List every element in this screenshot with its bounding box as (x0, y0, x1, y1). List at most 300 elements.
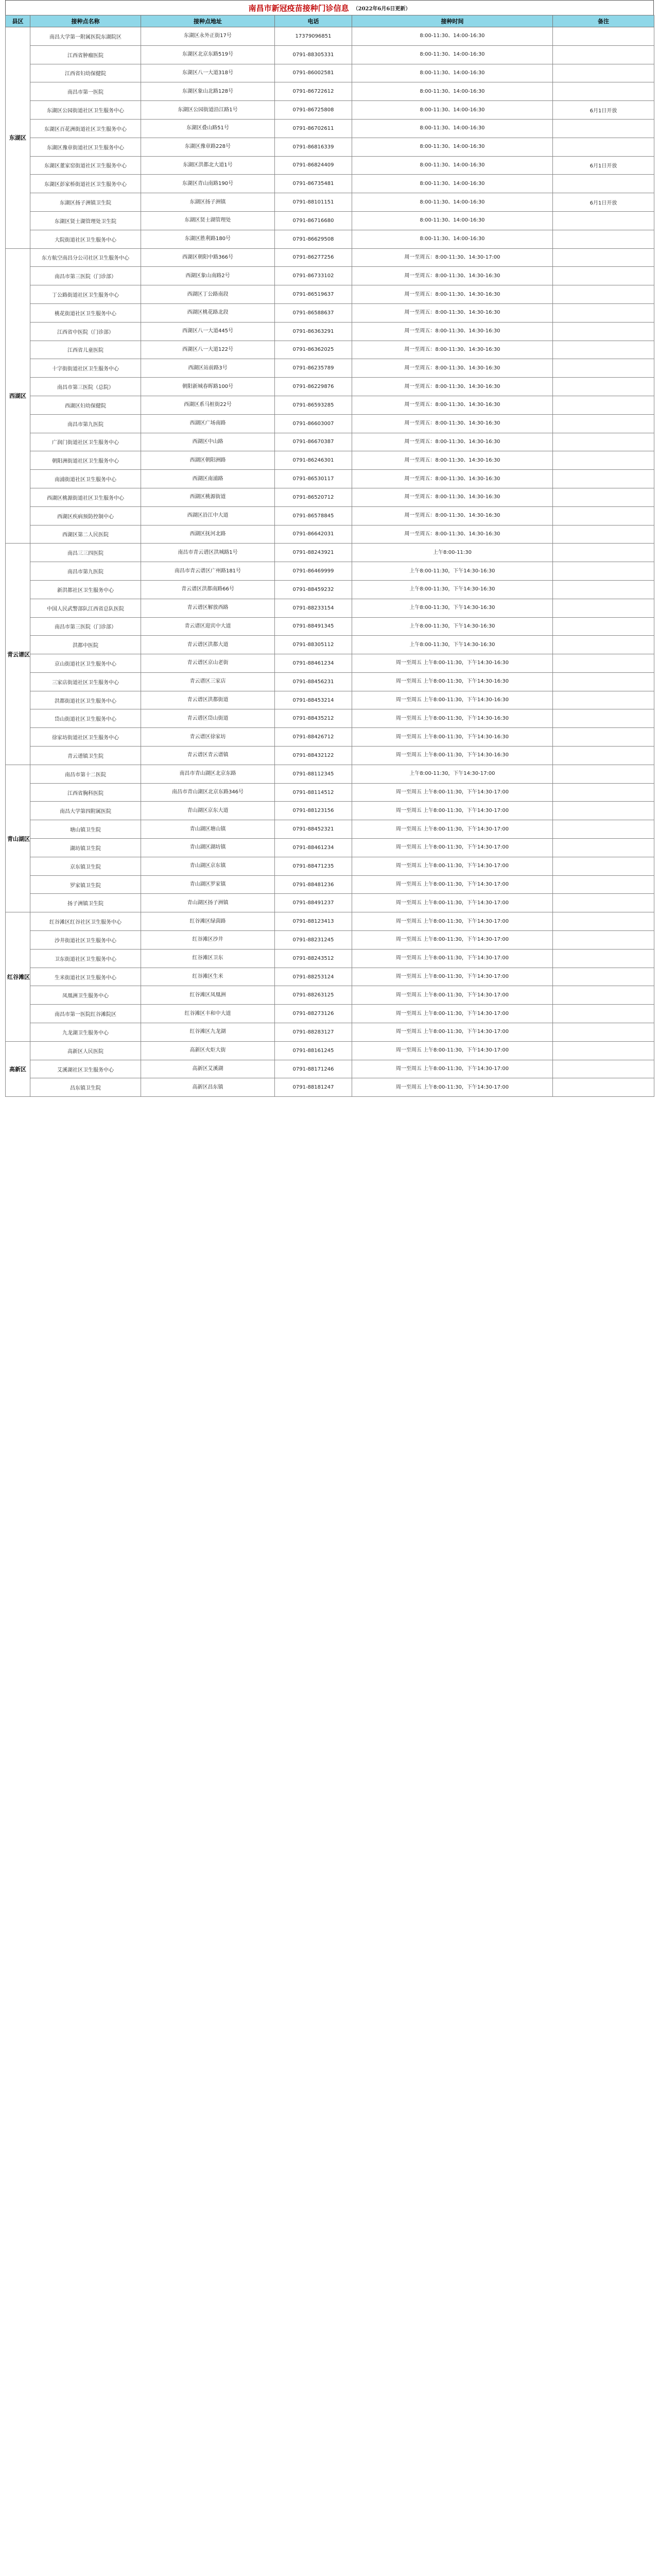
clinic-note-cell (553, 285, 654, 304)
clinic-note-cell (553, 747, 654, 765)
clinic-name-cell: 京东镇卫生院 (30, 857, 141, 875)
clinic-name-cell: 新洪都社区卫生服务中心 (30, 580, 141, 599)
clinic-phone-cell: 0791-88233154 (275, 599, 352, 617)
clinic-hours-cell: 周一至周五 上午8:00-11:30，下午14:30-17:00 (352, 1078, 553, 1097)
clinic-address-cell: 西湖区八一大道445号 (141, 322, 275, 341)
clinic-phone-cell: 0791-86519637 (275, 285, 352, 304)
clinic-phone-cell: 0791-88461234 (275, 654, 352, 673)
clinic-address-cell: 青云谱区青云谱镇 (141, 747, 275, 765)
clinic-address-cell: 红谷滩区丰和中大道 (141, 1005, 275, 1023)
clinic-phone-cell: 0791-86588637 (275, 303, 352, 322)
table-row (6, 802, 654, 820)
table-row (6, 1041, 654, 1060)
clinic-hours-cell: 周一至周五 上午8:00-11:30，下午14:30-17:00 (352, 1041, 553, 1060)
clinic-address-cell: 青山湖区京东镇 (141, 857, 275, 875)
clinic-note-cell (553, 82, 654, 101)
clinic-hours-cell: 上午8:00-11:30，下午14:30-17:00 (352, 765, 553, 783)
clinic-phone-cell: 0791-86229876 (275, 378, 352, 396)
clinic-phone-cell: 0791-88453214 (275, 691, 352, 709)
clinic-note-cell: 6月1日开放 (553, 101, 654, 120)
clinic-address-cell: 青云谱区三家店 (141, 672, 275, 691)
clinic-address-cell: 西湖区广场南路 (141, 414, 275, 433)
clinic-hours-cell: 上午8:00-11:30，下午14:30-16:30 (352, 636, 553, 654)
table-row (6, 617, 654, 636)
clinic-hours-cell: 周一至周五 上午8:00-11:30，下午14:30-16:30 (352, 672, 553, 691)
clinic-phone-cell: 0791-88491345 (275, 617, 352, 636)
clinic-name-cell: 艾溪湖社区卫生服务中心 (30, 1060, 141, 1078)
clinic-name-cell: 东湖区豫章街道社区卫生服务中心 (30, 138, 141, 156)
clinic-phone-cell: 0791-86469999 (275, 562, 352, 581)
clinic-hours-cell: 周一至周五 上午8:00-11:30，下午14:30-17:00 (352, 783, 553, 802)
clinic-name-cell: 江西省中医院（门诊部） (30, 322, 141, 341)
table-row (6, 525, 654, 544)
table-row (6, 193, 654, 212)
clinic-address-cell: 东湖区青山南路190号 (141, 175, 275, 193)
clinic-address-cell: 东湖区永外正街17号 (141, 27, 275, 46)
table-row (6, 894, 654, 912)
clinic-note-cell (553, 617, 654, 636)
clinic-address-cell: 西湖区抚河北路 (141, 525, 275, 544)
clinic-note-cell (553, 986, 654, 1005)
clinic-address-cell: 东湖区叠山路51号 (141, 119, 275, 138)
district-cell: 东湖区 (6, 27, 30, 249)
clinic-note-cell (553, 322, 654, 341)
table-row (6, 599, 654, 617)
clinic-name-cell: 朝阳洲街道社区卫生服务中心 (30, 451, 141, 470)
clinic-note-cell (553, 580, 654, 599)
clinic-note-cell (553, 968, 654, 986)
clinic-note-cell (553, 544, 654, 562)
clinic-phone-cell: 0791-88114512 (275, 783, 352, 802)
clinic-hours-cell: 8:00-11:30、14:00-16:30 (352, 230, 553, 248)
clinic-note-cell (553, 45, 654, 64)
clinic-hours-cell: 8:00-11:30、14:00-16:30 (352, 64, 553, 82)
clinic-phone-cell: 0791-86002581 (275, 64, 352, 82)
clinic-name-cell: 东湖区贤士湖管理处卫生院 (30, 211, 141, 230)
clinic-hours-cell: 周一至周五：8:00-11:30、14:30-16:30 (352, 525, 553, 544)
table-row (6, 230, 654, 248)
table-row (6, 470, 654, 488)
clinic-note-cell (553, 1078, 654, 1097)
clinic-phone-cell: 0791-86530117 (275, 470, 352, 488)
clinic-address-cell: 红谷滩区九龙湖 (141, 1023, 275, 1042)
clinic-hours-cell: 8:00-11:30、14:00-16:30 (352, 119, 553, 138)
clinic-name-cell: 昌东镇卫生院 (30, 1078, 141, 1097)
clinic-phone-cell: 0791-88243921 (275, 544, 352, 562)
clinic-address-cell: 南昌市青云谱区广州路181号 (141, 562, 275, 581)
clinic-name-cell: 卫东街道社区卫生服务中心 (30, 949, 141, 968)
clinic-note-cell (553, 765, 654, 783)
clinic-note-cell (553, 691, 654, 709)
clinic-hours-cell: 周一至周五 上午8:00-11:30，下午14:30-17:00 (352, 839, 553, 857)
clinic-phone-cell: 0791-86362025 (275, 341, 352, 359)
clinic-hours-cell: 周一至周五 上午8:00-11:30，下午14:30-16:30 (352, 691, 553, 709)
clinic-address-cell: 西湖区站前路3号 (141, 359, 275, 378)
clinic-note-cell (553, 949, 654, 968)
table-row (6, 506, 654, 525)
table-row (6, 396, 654, 414)
clinic-note-cell (553, 525, 654, 544)
clinic-phone-cell: 0791-86722612 (275, 82, 352, 101)
district-cell: 青山湖区 (6, 765, 30, 912)
clinic-note-cell (553, 211, 654, 230)
clinic-address-cell: 南昌市青山湖区北京东路 (141, 765, 275, 783)
table-row (6, 986, 654, 1005)
clinic-address-cell: 青云谱区徐家坊 (141, 728, 275, 747)
clinic-name-cell: 徐家坊街道社区卫生服务中心 (30, 728, 141, 747)
clinic-hours-cell: 8:00-11:30、14:00-16:30 (352, 82, 553, 101)
clinic-address-cell: 西湖区中山路 (141, 433, 275, 451)
table-row (6, 1060, 654, 1078)
clinic-phone-cell: 0791-88112345 (275, 765, 352, 783)
district-cell: 高新区 (6, 1041, 30, 1096)
clinic-note-cell (553, 470, 654, 488)
clinic-note-cell (553, 912, 654, 931)
table-row (6, 1078, 654, 1097)
clinic-address-cell: 青云谱区京山老街 (141, 654, 275, 673)
clinic-note-cell (553, 857, 654, 875)
table-row (6, 488, 654, 506)
clinic-name-cell: 江西省肿瘤医院 (30, 45, 141, 64)
table-row (6, 691, 654, 709)
clinic-note-cell (553, 802, 654, 820)
clinic-address-cell: 东湖区公园街道沿江路1号 (141, 101, 275, 120)
clinic-note-cell (553, 728, 654, 747)
clinic-address-cell: 西湖区系马桩街22号 (141, 396, 275, 414)
clinic-note-cell (553, 433, 654, 451)
clinic-note-cell (553, 451, 654, 470)
clinic-hours-cell: 上午8:00-11:30，下午14:30-16:30 (352, 617, 553, 636)
clinic-hours-cell: 周一至周五 上午8:00-11:30，下午14:30-17:00 (352, 894, 553, 912)
table-row (6, 968, 654, 986)
header-name: 接种点名称 (30, 15, 141, 27)
table-row (6, 285, 654, 304)
clinic-address-cell: 西湖区南浦路 (141, 470, 275, 488)
clinic-note-cell (553, 931, 654, 950)
clinic-hours-cell: 周一至周五 上午8:00-11:30，下午14:30-16:30 (352, 654, 553, 673)
clinic-note-cell (553, 248, 654, 267)
clinic-hours-cell: 周一至周五 上午8:00-11:30，下午14:30-17:00 (352, 820, 553, 839)
clinic-hours-cell: 8:00-11:30、14:00-16:30 (352, 138, 553, 156)
clinic-hours-cell: 周一至周五 上午8:00-11:30，下午14:30-17:00 (352, 986, 553, 1005)
clinic-hours-cell: 周一至周五 上午8:00-11:30，下午14:30-17:00 (352, 875, 553, 894)
clinic-name-cell: 江西省妇幼保健院 (30, 64, 141, 82)
clinic-address-cell: 青云谱区迎宾中大道 (141, 617, 275, 636)
clinic-address-cell: 高新区火炬大街 (141, 1041, 275, 1060)
clinic-name-cell: 生米街道社区卫生服务中心 (30, 968, 141, 986)
clinic-note-cell (553, 119, 654, 138)
table-row (6, 728, 654, 747)
clinic-name-cell: 南昌市第一医院 (30, 82, 141, 101)
table-row (6, 267, 654, 285)
clinic-note-cell (553, 359, 654, 378)
clinic-hours-cell: 上午8:00-11:30，下午14:30-16:30 (352, 599, 553, 617)
clinic-phone-cell: 0791-86702611 (275, 119, 352, 138)
clinic-phone-cell: 0791-88456231 (275, 672, 352, 691)
clinic-address-cell: 东湖区北京东路519号 (141, 45, 275, 64)
clinic-hours-cell: 8:00-11:30、14:00-16:30 (352, 156, 553, 175)
table-row (6, 45, 654, 64)
clinic-name-cell: 沙井街道社区卫生服务中心 (30, 931, 141, 950)
clinic-note-cell (553, 1005, 654, 1023)
table-row (6, 765, 654, 783)
clinic-address-cell: 东湖区八一大道318号 (141, 64, 275, 82)
clinic-phone-cell: 0791-88461234 (275, 839, 352, 857)
clinic-address-cell: 东湖区扬子洲镇 (141, 193, 275, 212)
clinic-name-cell: 南昌大学第四附属医院 (30, 802, 141, 820)
clinic-phone-cell: 0791-88435212 (275, 709, 352, 728)
clinic-name-cell: 西湖区妇幼保健院 (30, 396, 141, 414)
clinic-name-cell: 高新区人民医院 (30, 1041, 141, 1060)
clinic-hours-cell: 周一至周五 上午8:00-11:30，下午14:30-17:00 (352, 912, 553, 931)
clinic-address-cell: 西湖区朝阳洲路 (141, 451, 275, 470)
clinic-hours-cell: 8:00-11:30、14:00-16:30 (352, 193, 553, 212)
clinic-hours-cell: 周一至周五：8:00-11:30、14:30-16:30 (352, 267, 553, 285)
clinic-hours-cell: 周一至周五 上午8:00-11:30，下午14:30-17:00 (352, 968, 553, 986)
table-row (6, 544, 654, 562)
clinic-note-cell (553, 396, 654, 414)
header-phone: 电话 (275, 15, 352, 27)
clinic-note-cell (553, 1060, 654, 1078)
page-title-text: 南昌市新冠疫苗接种门诊信息 (248, 3, 349, 13)
clinic-hours-cell: 周一至周五：8:00-11:30、14:30-16:30 (352, 341, 553, 359)
table-row (6, 636, 654, 654)
clinic-name-cell: 扬子洲镇卫生院 (30, 894, 141, 912)
clinic-name-cell: 西湖区桃源街道社区卫生服务中心 (30, 488, 141, 506)
table-row (6, 248, 654, 267)
clinic-name-cell: 十字街街道社区卫生服务中心 (30, 359, 141, 378)
clinic-name-cell: 洪都街道社区卫生服务中心 (30, 691, 141, 709)
table-row (6, 654, 654, 673)
page-title (5, 0, 654, 15)
clinic-note-cell (553, 672, 654, 691)
clinic-phone-cell: 0791-88491237 (275, 894, 352, 912)
clinic-address-cell: 青云谱区洪都街道 (141, 691, 275, 709)
clinic-note-cell (553, 27, 654, 46)
district-cell: 红谷滩区 (6, 912, 30, 1042)
clinic-name-cell: 洪都中医院 (30, 636, 141, 654)
clinic-phone-cell: 0791-86246301 (275, 451, 352, 470)
clinic-address-cell: 东湖区贤士湖管理处 (141, 211, 275, 230)
table-row (6, 875, 654, 894)
clinic-hours-cell: 周一至周五：8:00-11:30、14:30-16:30 (352, 433, 553, 451)
clinic-hours-cell: 8:00-11:30、14:00-16:30 (352, 175, 553, 193)
clinic-name-cell: 中国人民武警部队江西省总队医院 (30, 599, 141, 617)
clinic-phone-cell: 0791-86733102 (275, 267, 352, 285)
clinic-phone-cell: 0791-86824409 (275, 156, 352, 175)
clinic-phone-cell: 0791-88452321 (275, 820, 352, 839)
clinic-note-cell (553, 894, 654, 912)
clinic-name-cell: 南昌市第三医院（总院） (30, 378, 141, 396)
table-body (6, 27, 654, 1097)
clinic-address-cell: 西湖区沿江中大道 (141, 506, 275, 525)
clinic-address-cell: 东湖区豫章路228号 (141, 138, 275, 156)
table-row (6, 839, 654, 857)
clinic-address-cell: 高新区昌东镇 (141, 1078, 275, 1097)
clinic-hours-cell: 周一至周五：8:00-11:30、14:30-16:30 (352, 470, 553, 488)
clinic-name-cell: 东湖区扬子洲镇卫生院 (30, 193, 141, 212)
clinic-hours-cell: 周一至周五 上午8:00-11:30，下午14:30-17:00 (352, 857, 553, 875)
clinic-phone-cell: 0791-86816339 (275, 138, 352, 156)
clinic-hours-cell: 上午8:00-11:30 (352, 544, 553, 562)
table-row (6, 857, 654, 875)
clinic-name-cell: 大院街道社区卫生服务中心 (30, 230, 141, 248)
header-note: 备注 (553, 15, 654, 27)
table-header-row (6, 15, 654, 27)
clinic-hours-cell: 8:00-11:30、14:00-16:30 (352, 27, 553, 46)
clinic-phone-cell: 0791-86603007 (275, 414, 352, 433)
clinic-address-cell: 红谷滩区沙井 (141, 931, 275, 950)
clinic-name-cell: 东湖区公园街道社区卫生服务中心 (30, 101, 141, 120)
clinic-address-cell: 西湖区八一大道122号 (141, 341, 275, 359)
clinic-name-cell: 南昌市第十二医院 (30, 765, 141, 783)
header-hours: 接种时间 (352, 15, 553, 27)
clinic-hours-cell: 周一至周五 上午8:00-11:30，下午14:30-16:30 (352, 709, 553, 728)
clinic-name-cell: 东方航空南昌分公司社区卫生服务中心 (30, 248, 141, 267)
table-row (6, 211, 654, 230)
table-row (6, 709, 654, 728)
clinic-address-cell: 青云谱区解放西路 (141, 599, 275, 617)
clinic-phone-cell: 0791-86593285 (275, 396, 352, 414)
clinic-note-cell (553, 175, 654, 193)
table-row (6, 359, 654, 378)
clinic-name-cell: 东湖区董家窑街道社区卫生服务中心 (30, 156, 141, 175)
clinic-address-cell: 青山湖区塘山镇 (141, 820, 275, 839)
clinic-phone-cell: 0791-88123413 (275, 912, 352, 931)
clinic-address-cell: 青云谱区洪都南路66号 (141, 580, 275, 599)
clinic-address-cell: 高新区艾溪湖 (141, 1060, 275, 1078)
clinic-phone-cell: 0791-86235789 (275, 359, 352, 378)
clinic-note-cell (553, 138, 654, 156)
clinic-phone-cell: 0791-88471235 (275, 857, 352, 875)
clinic-phone-cell: 0791-86363291 (275, 322, 352, 341)
clinic-address-cell: 青山湖区罗家镇 (141, 875, 275, 894)
clinic-phone-cell: 0791-88432122 (275, 747, 352, 765)
clinic-note-cell (553, 506, 654, 525)
clinic-address-cell: 东湖区洪都北大道1号 (141, 156, 275, 175)
clinic-phone-cell: 0791-86735481 (275, 175, 352, 193)
clinic-phone-cell: 0791-86629508 (275, 230, 352, 248)
clinic-note-cell (553, 341, 654, 359)
clinic-hours-cell: 周一至周五：8:00-11:30、14:30-16:30 (352, 303, 553, 322)
header-address: 接种点地址 (141, 15, 275, 27)
clinic-note-cell (553, 414, 654, 433)
table-row (6, 1005, 654, 1023)
clinic-phone-cell: 0791-88161245 (275, 1041, 352, 1060)
clinic-phone-cell: 0791-88231245 (275, 931, 352, 950)
clinic-address-cell: 青山湖区京东大道 (141, 802, 275, 820)
clinic-phone-cell: 0791-88123156 (275, 802, 352, 820)
clinic-name-cell: 凤凰洲卫生服务中心 (30, 986, 141, 1005)
clinic-address-cell: 红谷滩区凤凰洲 (141, 986, 275, 1005)
table-row (6, 1023, 654, 1042)
clinic-name-cell: 罗家镇卫生院 (30, 875, 141, 894)
clinic-address-cell: 青云谱区洪都大道 (141, 636, 275, 654)
clinic-hours-cell: 周一至周五 上午8:00-11:30，下午14:30-16:30 (352, 728, 553, 747)
clinic-name-cell: 东湖区百花洲街道社区卫生服务中心 (30, 119, 141, 138)
clinic-name-cell: 红谷滩区红谷社区卫生服务中心 (30, 912, 141, 931)
table-row (6, 303, 654, 322)
table-row (6, 101, 654, 120)
clinic-phone-cell: 0791-88181247 (275, 1078, 352, 1097)
table-row (6, 322, 654, 341)
clinic-hours-cell: 8:00-11:30、14:00-16:30 (352, 211, 553, 230)
clinic-address-cell: 红谷滩区绿茵路 (141, 912, 275, 931)
clinic-hours-cell: 周一至周五：8:00-11:30、14:30-16:30 (352, 506, 553, 525)
table-row (6, 562, 654, 581)
clinic-hours-cell: 周一至周五：8:00-11:30、14:30-16:30 (352, 322, 553, 341)
clinic-phone-cell: 0791-88283127 (275, 1023, 352, 1042)
clinic-hours-cell: 周一至周五 上午8:00-11:30，下午14:30-17:00 (352, 1060, 553, 1078)
clinic-phone-cell: 0791-86277256 (275, 248, 352, 267)
clinic-note-cell (553, 636, 654, 654)
clinic-name-cell: 南昌市第九医院 (30, 414, 141, 433)
clinic-phone-cell: 0791-88253124 (275, 968, 352, 986)
table-row (6, 27, 654, 46)
clinic-phone-cell: 0791-88263125 (275, 986, 352, 1005)
table-row (6, 912, 654, 931)
clinic-phone-cell: 0791-88273126 (275, 1005, 352, 1023)
table-row (6, 747, 654, 765)
clinic-address-cell: 南昌市青云谱区洪城路1号 (141, 544, 275, 562)
clinic-name-cell: 京山街道社区卫生服务中心 (30, 654, 141, 673)
clinic-note-cell (553, 654, 654, 673)
table-row (6, 451, 654, 470)
district-cell: 西湖区 (6, 248, 30, 544)
clinic-note-cell (553, 267, 654, 285)
clinic-hours-cell: 周一至周五 上午8:00-11:30，下午14:30-17:00 (352, 1023, 553, 1042)
clinic-note-cell (553, 709, 654, 728)
clinic-address-cell: 青山湖区湖坊镇 (141, 839, 275, 857)
clinic-address-cell: 西湖区朝阳中路366号 (141, 248, 275, 267)
clinic-note-cell (553, 839, 654, 857)
clinic-note-cell (553, 562, 654, 581)
table-row (6, 414, 654, 433)
clinic-note-cell (553, 1041, 654, 1060)
clinic-table (5, 15, 654, 1097)
clinic-address-cell: 红谷滩区生米 (141, 968, 275, 986)
table-row (6, 82, 654, 101)
table-row (6, 138, 654, 156)
table-row (6, 378, 654, 396)
clinic-note-cell (553, 820, 654, 839)
clinic-hours-cell: 上午8:00-11:30，下午14:30-16:30 (352, 580, 553, 599)
clinic-note-cell (553, 64, 654, 82)
clinic-name-cell: 江西省儿童医院 (30, 341, 141, 359)
table-row (6, 433, 654, 451)
table-row (6, 580, 654, 599)
clinic-note-cell: 6月1日开放 (553, 156, 654, 175)
clinic-address-cell: 东湖区象山北路128号 (141, 82, 275, 101)
table-row (6, 783, 654, 802)
clinic-name-cell: 西湖区疾病预防控制中心 (30, 506, 141, 525)
table-row (6, 119, 654, 138)
clinic-hours-cell: 周一至周五：8:00-11:30、14:30-16:30 (352, 359, 553, 378)
clinic-name-cell: 湖坊镇卫生院 (30, 839, 141, 857)
clinic-address-cell: 东湖区胜利路180号 (141, 230, 275, 248)
clinic-hours-cell: 周一至周五：8:00-11:30、14:30-16:30 (352, 488, 553, 506)
clinic-hours-cell: 周一至周五 上午8:00-11:30，下午14:30-17:00 (352, 931, 553, 950)
clinic-note-cell (553, 230, 654, 248)
clinic-hours-cell: 周一至周五：8:00-11:30、14:30-16:30 (352, 451, 553, 470)
clinic-name-cell: 三家店街道社区卫生服务中心 (30, 672, 141, 691)
table-row (6, 949, 654, 968)
table-row (6, 64, 654, 82)
clinic-address-cell: 西湖区桃花路北段 (141, 303, 275, 322)
clinic-note-cell (553, 303, 654, 322)
clinic-phone-cell: 0791-86716680 (275, 211, 352, 230)
clinic-phone-cell: 0791-86725808 (275, 101, 352, 120)
